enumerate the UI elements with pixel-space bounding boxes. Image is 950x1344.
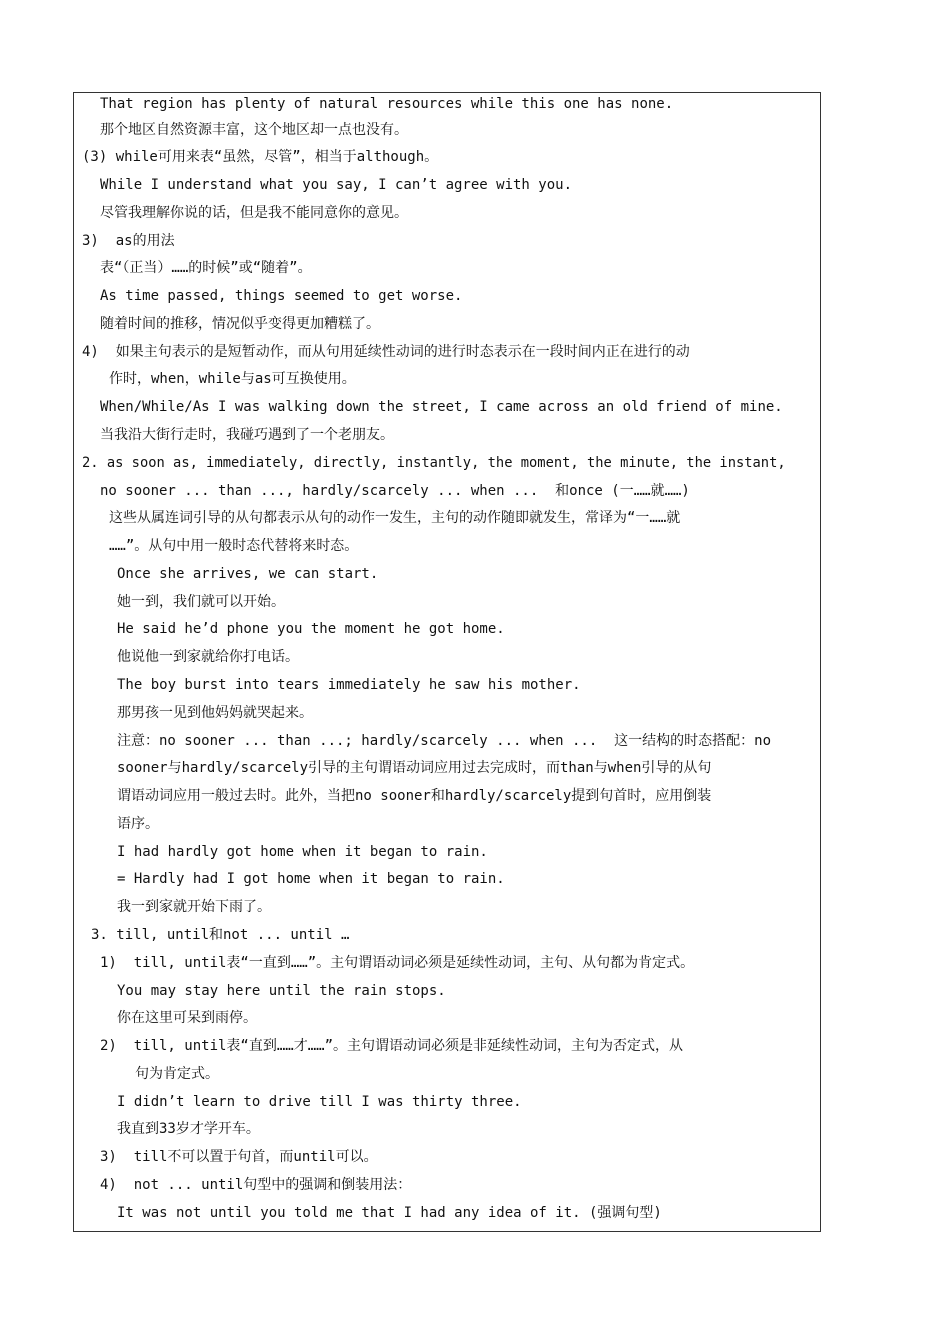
text-line: 1) till, until表“一直到……”。主句谓语动词必须是延续性动词，主句、从句都为肯定式。: [100, 955, 695, 971]
text-line: 2) till, until表“直到……才……”。主句谓语动词必须是非延续性动词，主句为否定式，从: [100, 1038, 684, 1054]
text-line: 作时，when，while与as可互换使用。: [109, 371, 356, 387]
text-line: 语序。: [117, 816, 159, 832]
text-line: 表“（正当）……的时候”或“随着”。: [100, 260, 312, 276]
text-line: 3) as的用法: [82, 233, 175, 249]
text-line: It was not until you told me that I had any idea of it. (强调句型): [117, 1205, 662, 1221]
text-line: Once she arrives, we can start.: [117, 566, 379, 582]
text-line: That region has plenty of natural resources while this one has none.: [100, 96, 674, 112]
text-line: 那个地区自然资源丰富，这个地区却一点也没有。: [100, 122, 408, 138]
text-line: As time passed, things seemed to get worse.: [100, 288, 463, 304]
text-line: 注意：no sooner ... than ...; hardly/scarcely ... when ... 这一结构的时态搭配：no: [117, 733, 772, 749]
text-line: You may stay here until the rain stops.: [117, 983, 446, 999]
content-frame: [73, 92, 821, 1232]
text-line: 我直到33岁才学开车。: [117, 1121, 260, 1137]
text-line: 4) not ... until句型中的强调和倒装用法：: [100, 1177, 412, 1193]
text-line: He said he’d phone you the moment he got home.: [117, 621, 505, 637]
text-line: 这些从属连词引导的从句都表示从句的动作一发生，主句的动作随即就发生，常译为“一……就: [109, 510, 681, 526]
text-line: ……”。从句中用一般时态代替将来时态。: [109, 538, 359, 554]
text-line: 4) 如果主句表示的是短暂动作，而从句用延续性动词的进行时态表示在一段时间内正在进行的动: [82, 344, 690, 360]
text-line: sooner与hardly/scarcely引导的主句谓语动词应用过去完成时，而than与when引导的从句: [117, 760, 712, 776]
text-line: I had hardly got home when it began to rain.: [117, 844, 488, 860]
text-line: I didn’t learn to drive till I was thirty three.: [117, 1094, 522, 1110]
text-line: 2. as soon as, immediately, directly, instantly, the moment, the minute, the instant,: [82, 455, 786, 471]
text-line: 你在这里可呆到雨停。: [117, 1010, 257, 1026]
text-line: 我一到家就开始下雨了。: [117, 899, 271, 915]
text-line: = Hardly had I got home when it began to rain.: [117, 871, 505, 887]
text-line: 随着时间的推移，情况似乎变得更加糟糕了。: [100, 316, 380, 332]
text-line: When/While/As I was walking down the street, I came across an old friend of mine.: [100, 399, 783, 415]
text-line: 句为肯定式。: [135, 1066, 219, 1082]
text-line: 谓语动词应用一般过去时。此外，当把no sooner和hardly/scarcely提到句首时，应用倒装: [117, 788, 712, 804]
text-line: 那男孩一见到他妈妈就哭起来。: [117, 705, 313, 721]
text-line: 她一到，我们就可以开始。: [117, 594, 285, 610]
text-line: 他说他一到家就给你打电话。: [117, 649, 299, 665]
text-line: no sooner ... than ..., hardly/scarcely ... when ... 和once (一……就……): [100, 483, 690, 499]
text-line: The boy burst into tears immediately he saw his mother.: [117, 677, 581, 693]
text-line: (3) while可用来表“虽然，尽管”，相当于although。: [82, 149, 439, 165]
text-line: 尽管我理解你说的话，但是我不能同意你的意见。: [100, 205, 408, 221]
text-line: 3. till, until和not ... until …: [91, 927, 350, 943]
text-line: While I understand what you say, I can’t agree with you.: [100, 177, 573, 193]
text-line: 当我沿大街行走时，我碰巧遇到了一个老朋友。: [100, 427, 394, 443]
text-line: 3) till不可以置于句首，而until可以。: [100, 1149, 378, 1165]
